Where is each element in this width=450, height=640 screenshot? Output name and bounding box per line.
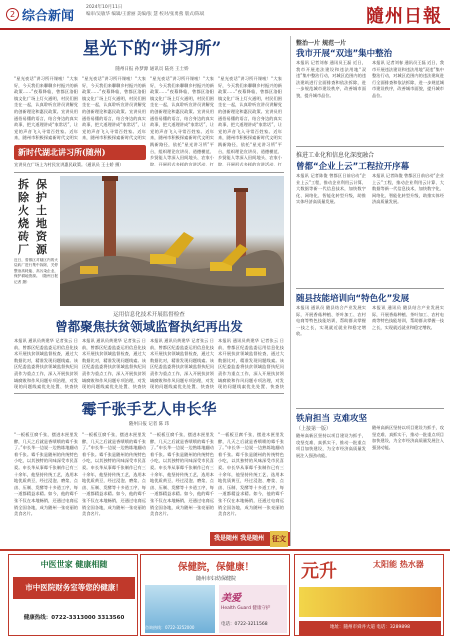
slogan-line-1: 拆 除 火 烧 砖 厂 <box>18 178 29 256</box>
feature-body-col3: “星光夜话”讲习所开课啦！“大家好，今天我们来聊聊乡村振兴的新政策……”夜幕降临，曾都区洛阳镇文化广场上灯火通明，村民们围坐在一起，认真聆听宣讲员讲解党的创新理论和惠民政策。宣讲员用通俗易懂的语言，结合身边的真实故事，把大道理讲成“家常话”，让党的声音飞入寻常百姓家。近年来，随州市积极探索新时代文明实践新路径，依托“星光讲习所”平台，组织理论宣讲员、道德模范、乡贤能人等深入田间地头、农家小院，开展形式多样的宣讲活动，打 <box>150 76 214 166</box>
ad-rule <box>0 549 450 551</box>
story-a-body-col1: 本报讯 记者刘春 通讯员王磊 近日，我市开展违法建设和违法用地“双违”集中整治行动，对城区范围内的违法建筑进行全面排查和依法拆除，进一步规范城市建设秩序，改善城市面貌，提升城市品位。 <box>296 60 366 98</box>
ad1-title: 中医世家 健康相随 <box>40 559 108 569</box>
slogan-line-2: 保 护 土 地 资 源 <box>36 178 47 256</box>
story-b-kicker: 推进工业化和信息化深度融合 <box>296 152 375 159</box>
demolition-photo <box>60 176 284 306</box>
story3-body-col1: “一板板豆腐千张，摆进木匣里发酵，几天之后就是香喷喷的霉千张了。”申长华一边说一边熟练地翻动着千张。霉千张是随州的传统特色小吃，以其独特的风味深受市民喜爱。申长华从事霉千张制作已有三十余年，他坚持传统工艺，选用本地优质黄豆，经过浸泡、磨浆、点卤、压制、发酵等十多道工序，每一道都精益求精。如今，他的霉千张不仅在本地畅销，还通过电商远销全国各地，成为随州一张亮丽的美食名片。 <box>14 432 78 517</box>
story-d-body-col2: 随州高新区坚持以项目建设为抓手，攻坚克难、真抓实干，推动一批重点项目加快建设，为全市经济高质量发展注入强劲动能。 <box>372 425 444 450</box>
story-a-title: 我市开展“双违”集中整治 <box>296 49 393 59</box>
story2-kicker: 运用信息化技术开展监督检查 <box>113 312 185 318</box>
page-number: 2 <box>6 8 19 21</box>
column-separator <box>290 36 291 546</box>
story2-body-col2: 本报讯 通讯员黄建华 记者张云 日前，曾都区纪委监委运用信息化技术开展扶贫领域监督检查，通过大数据比对，精准发现问题线索。该区纪委监委将扶贫领域监督执纪问责作为重点工作，深入开展扶贫领域腐败和作风问题专项治理，对发现的问题线索优先处置、快查快 <box>82 338 146 390</box>
header-editors: 编审/吴敏华 编辑/王蕾丽 美编/张 慧 校对/张勇燕 版式/陈斌 <box>86 12 205 17</box>
story-b-body-col1: 本报讯 记者陈俊 曾都区日前启动“企业上云”工程，推动企业利用云计算、大数据等新一代信息技术，加快数字化、网络化、智能化转型升级，助推实体经济高质量发展。 <box>296 173 366 205</box>
newspaper-name: 隨州日報 <box>366 6 442 27</box>
ad4-product-image <box>299 587 441 617</box>
story3-body-col2: “一板板豆腐千张，摆进木匣里发酵，几天之后就是香喷喷的霉千张了。”申长华一边说一边熟练地翻动着千张。霉千张是随州的传统特色小吃，以其独特的风味深受市民喜爱。申长华从事霉千张制作已有三十余年，他坚持传统工艺，选用本地优质黄豆，经过浸泡、磨浆、点卤、压制、发酵等十多道工序，每一道都精益求精。如今，他的霉千张不仅在本地畅销，还通过电商远销全国各地，成为随州一张亮丽的美食名片。 <box>82 432 146 517</box>
story3-body-col4: “一板板豆腐千张，摆进木匣里发酵，几天之后就是香喷喷的霉千张了。”申长华一边说一边熟练地翻动着千张。霉千张是随州的传统特色小吃，以其独特的风味深受市民喜爱。申长华从事霉千张制作已有三十余年，他坚持传统工艺，选用本地优质黄豆，经过浸泡、磨浆、点卤、压制、发酵等十多道工序，每一道都精益求精。如今，他的霉千张不仅在本地畅销，还通过电商远销全国各地，成为随州一张亮丽的美食名片。 <box>218 432 284 517</box>
ad-maternity <box>140 554 290 636</box>
ad3-sub: Health Guard 健康守护 <box>221 606 271 611</box>
header-meta <box>86 4 236 18</box>
story-c-body-col2: 本报讯 通讯员 随县结合产业发展实际，开展香菇种植、茶叶加工、农村电商等特色技能培训，帮助群众掌握一技之长，实现就近就业和稳定增收。 <box>372 305 444 330</box>
story-a-body-col2: 本报讯 记者刘春 通讯员王磊 近日，我市开展违法建设和违法用地“双违”集中整治行动，对城区范围内的违法建筑进行全面排查和依法拆除，进一步规范城市建设秩序，改善城市面貌，提升城市品位。 <box>372 60 444 98</box>
story-c-body-col1: 本报讯 通讯员 随县结合产业发展实际，开展香菇种植、茶叶加工、农村电商等特色技能培训，帮助群众掌握一技之长，实现就近就业和稳定增收。 <box>296 305 366 337</box>
feature-caption: 宣讲员在广场上为村民宣讲惠民政策。（通讯员 王士娇 摄） <box>14 162 124 167</box>
story3-body-col3: “一板板豆腐千张，摆进木匣里发酵，几天之后就是香喷喷的霉千张了。”申长华一边说一边熟练地翻动着千张。霉千张是随州的传统特色小吃，以其独特的风味深受市民喜爱。申长华从事霉千张制作已有三十余年，他坚持传统工艺，选用本地优质黄豆，经过浸泡、磨浆、点卤、压制、发酵等十多道工序，每一道都精益求精。如今，他的霉千张不仅在本地畅销，还通过电商远销全国各地，成为随州一张亮丽的美食名片。 <box>150 432 214 517</box>
slogan-badge: 征文 <box>270 531 288 547</box>
ad2-title: 保健院，保健康！ <box>177 562 254 573</box>
story-d-body-col1: 随州高新区坚持以项目建设为抓手，攻坚克难、真抓实干，推动一批重点项目加快建设，为全市经济高质量发展注入强劲动能。 <box>296 433 366 458</box>
ad2-panel <box>219 585 287 633</box>
story2-body-col1: 本报讯 通讯员黄建华 记者张云 日前，曾都区纪委监委运用信息化技术开展扶贫领域监督检查，通过大数据比对，精准发现问题线索。该区纪委监委将扶贫领域监督执纪问责作为重点工作，深入开展扶贫领域腐败和作风问题专项治理，对发现的问题线索优先处置、快查快 <box>14 338 78 390</box>
ad3-phone: 电话：0722-3211568 <box>221 622 268 627</box>
ad4-sub: 太阳能 热水器 <box>373 560 424 569</box>
story-b-title: 曾都“企业上云”工程拉开序幕 <box>296 162 410 172</box>
ad1-main: 市中医院财务室等您的健康！ <box>13 577 135 599</box>
ad2-sub: 随州市妇幼保健院 <box>195 576 236 582</box>
story-b-body-col2: 本报讯 记者陈俊 曾都区日前启动“企业上云”工程，推动企业利用云计算、大数据等新一代信息技术，加快数字化、网络化、智能化转型升级，助推实体经济高质量发展。 <box>372 173 444 205</box>
ad3-title: 美爱 <box>221 593 241 604</box>
ad4-title: 元升 <box>301 561 337 582</box>
ad-hospital <box>8 554 138 636</box>
feature-body-col1: “星光夜话”讲习所开课啦！“大家好，今天我们来聊聊乡村振兴的新政策……”夜幕降临，曾都区洛阳镇文化广场上灯火通明，村民们围坐在一起，认真聆听宣讲员讲解党的创新理论和惠民政策。宣讲员用通俗易懂的语言，结合身边的真实故事，把大道理讲成“家常话”，让党的声音飞入寻常百姓家。近年来，随州市积极探索新时代文明实 <box>14 76 78 141</box>
divider <box>14 172 284 173</box>
ad-solar <box>294 554 444 636</box>
story2-title: 曾都聚焦扶贫领域监督执纪再出发 <box>55 319 243 334</box>
ad2-phone: 咨询热线：0722-3252000 <box>145 625 195 630</box>
divider <box>296 146 444 147</box>
feature-title: 星光下的“讲习所” <box>82 39 222 59</box>
right-section-label: 整治一片 规范一片 <box>296 40 347 47</box>
ad4-small: 地址：随州市舜井大道 电话：3289898 <box>299 621 441 635</box>
story2-body-col4: 本报讯 通讯员黄建华 记者张云 日前，曾都区纪委监委运用信息化技术开展扶贫领域监督检查，通过大数据比对，精准发现问题线索。该区纪委监委将扶贫领域监督执纪问责作为重点工作，深入开展扶贫领域腐败和作风问题专项治理，对发现的问题线索优先处置、快查快 <box>218 338 284 390</box>
feature-body-col2: “星光夜话”讲习所开课啦！“大家好，今天我们来聊聊乡村振兴的新政策……”夜幕降临，曾都区洛阳镇文化广场上灯火通明，村民们围坐在一起，认真聆听宣讲员讲解党的创新理论和惠民政策。宣讲员用通俗易懂的语言，结合身边的真实故事，把大道理讲成“家常话”，让党的声音飞入寻常百姓家。近年来，随州市积极探索新时代文明实 <box>82 76 146 141</box>
ad1-phone: 健康热线：0722-3313000 3313560 <box>23 615 125 621</box>
page-header <box>0 0 450 30</box>
slogan-bar-text: 我是随州 我是随州 <box>214 535 265 542</box>
feature-byline: 随州日报 孙梦源 通讯员 陆亮 王士娇 <box>115 67 189 72</box>
story3-byline: 随州日报 记者 陈 玮 <box>128 422 170 427</box>
photo-caption: 近日，曾都区对辖区内的火烧砖厂进行集中拆除，关停整治高耗能、高污染企业，保护耕地资源。（随州日报 记者 摄） <box>14 258 58 284</box>
divider <box>14 393 284 394</box>
header-date: 2024年10月11日 <box>86 5 123 10</box>
divider <box>296 288 444 289</box>
story3-title: 霉千张手艺人申长华 <box>81 400 217 418</box>
feature-body-col4: “星光夜话”讲习所开课啦！“大家好，今天我们来聊聊乡村振兴的新政策……”夜幕降临，曾都区洛阳镇文化广场上灯火通明，村民们围坐在一起，认真聆听宣讲员讲解党的创新理论和惠民政策。宣讲员用通俗易懂的语言，结合身边的真实故事，把大道理讲成“家常话”，让党的声音飞入寻常百姓家。近年来，随州市积极探索新时代文明实践新路径，依托“星光讲习所”平台，组织理论宣讲员、道德模范、乡贤能人等深入田间地头、农家小院，开展形式多样的宣讲活动，打 <box>218 76 282 166</box>
feature-banner: 新时代湖北讲习所(随州) <box>14 145 146 160</box>
section-title: 综合新闻 <box>22 9 75 24</box>
story-d-sub: （上接第一版） <box>296 426 332 432</box>
story2-body-col3: 本报讯 通讯员黄建华 记者张云 日前，曾都区纪委监委运用信息化技术开展扶贫领域监督检查，通过大数据比对，精准发现问题线索。该区纪委监委将扶贫领域监督执纪问责作为重点工作，深入开展扶贫领域腐败和作风问题专项治理，对发现的问题线索优先处置、快查快 <box>150 338 214 390</box>
story-d-title: 铁肩担当 克难攻坚 <box>296 414 367 424</box>
story-c-title: 随县技能培训向“特色化”发展 <box>296 294 410 304</box>
demolition-scene-image <box>60 176 284 306</box>
divider <box>296 408 444 409</box>
